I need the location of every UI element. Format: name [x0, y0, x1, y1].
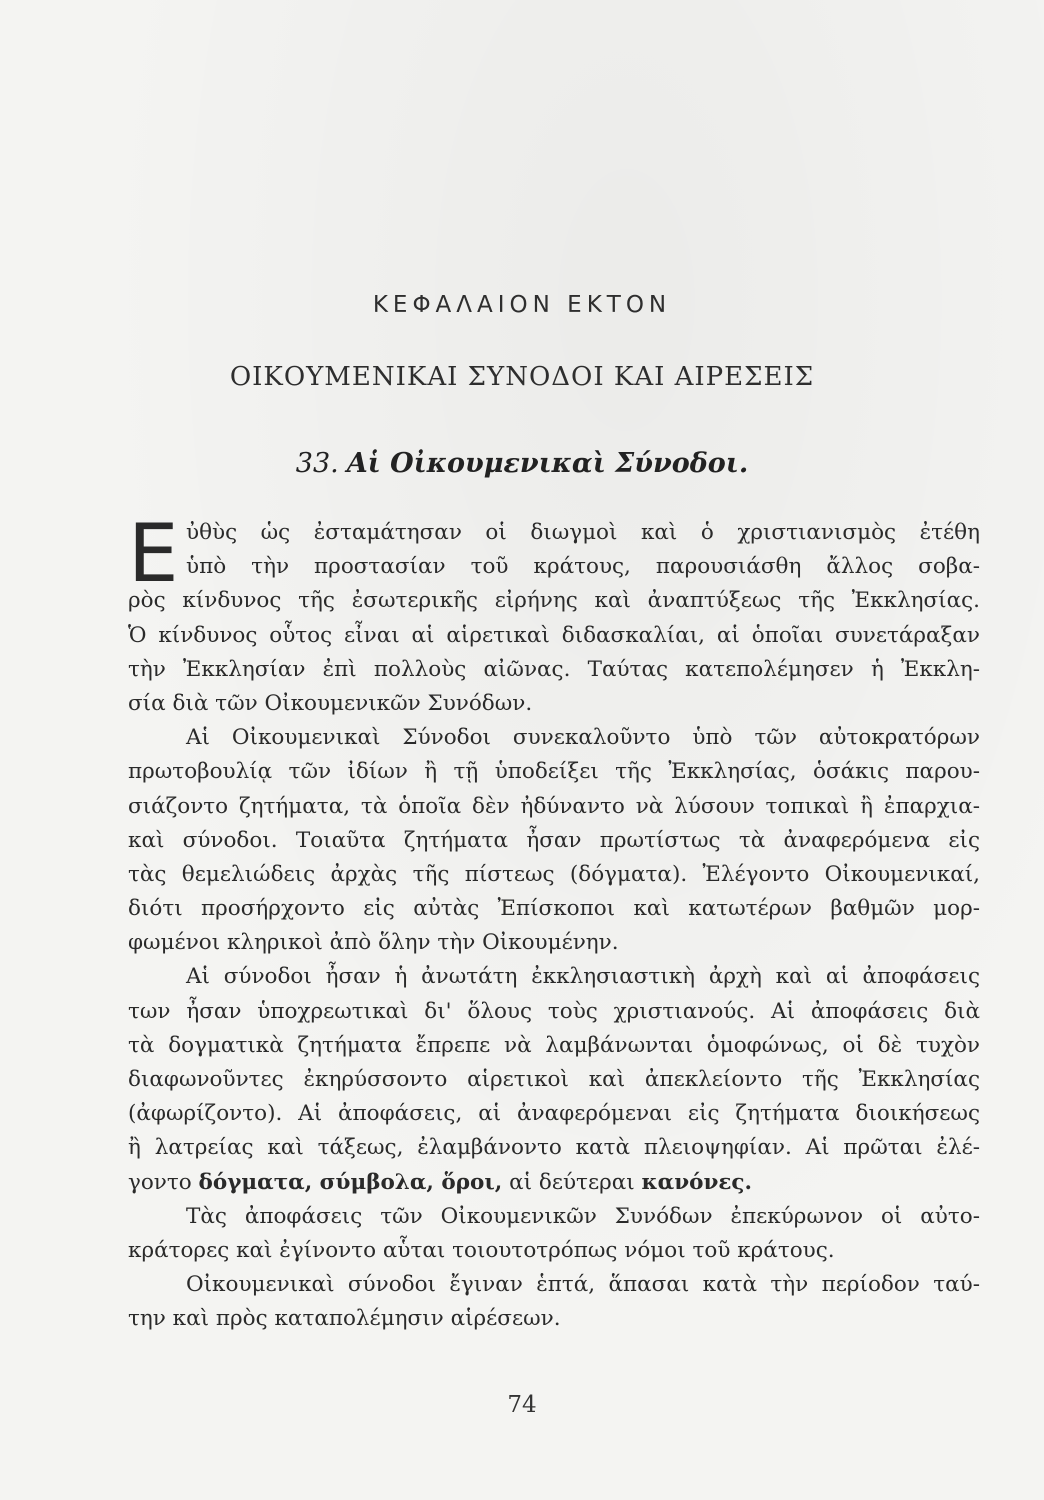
body-text	[128, 507, 980, 1337]
bold-term-canons: κανόνες.	[641, 1169, 753, 1195]
chapter-title: ΟΙΚΟΥΜΕΝΙΚΑΙ ΣΥΝΟΔΟΙ ΚΑΙ ΑΙΡΕΣΕΙΣ	[229, 362, 815, 392]
text-line: (ἀφωρίζοντο). Αἱ ἀποφάσεις, αἱ ἀναφερόμεναι εἰς ζητήματα διοικήσεως	[128, 1101, 980, 1127]
text-line: διαφωνοῦντες ἐκηρύσσοντο αἱρετικοὶ καὶ ἀπεκλείοντο τῆς Ἐκκλησίας	[128, 1067, 980, 1092]
page-number: 74	[507, 1392, 537, 1418]
text-line-bold-terms	[128, 1166, 980, 1200]
text-line: των ἦσαν ὑποχρεωτικαὶ δι' ὅλους τοὺς χριστιανούς. Αἱ ἀποφάσεις διὰ	[128, 998, 980, 1024]
text-line: σιάζοντο ζητήματα, τὰ ὁποῖα δὲν ἠδύναντο νὰ λύσουν τοπικαὶ ἢ ἐπαρχια-	[128, 793, 980, 819]
text-line: τὰ δογματικὰ ζητήματα ἔπρεπε νὰ λαμβάνωνται ὁμοφώνως, οἱ δὲ τυχὸν	[128, 1032, 980, 1058]
text-line: τὰς θεμελιώδεις ἀρχὰς τῆς πίστεως (δόγματα). Ἐλέγοντο Οἰκουμενικαί,	[128, 861, 980, 887]
text-line: τὴν Ἐκκλησίαν ἐπὶ πολλοὺς αἰῶνας. Ταύτας κατεπολέμησεν ἡ Ἐκκλη-	[128, 656, 980, 682]
text-segment: αἱ δεύτεραι	[509, 1169, 635, 1195]
text-line: Τὰς ἀποφάσεις τῶν Οἰκουμενικῶν Συνόδων ἐπεκύρωνον οἱ αὐτο-	[186, 1203, 980, 1229]
bold-terms: δόγματα, σύμβολα, ὅροι,	[198, 1169, 503, 1195]
text-line: την καὶ πρὸς καταπολέμησιν αἱρέσεων.	[128, 1306, 561, 1332]
text-line: πρωτοβουλίᾳ τῶν ἰδίων ἢ τῇ ὑποδείξει τῆς Ἐκκλησίας, ὁσάκις παρου-	[128, 759, 980, 785]
section-number: 33.	[295, 448, 339, 479]
text-line: ἢ λατρείας καὶ τάξεως, ἐλαμβάνοντο κατὰ πλειοψηφίαν. Αἱ πρῶται ἐλέ-	[128, 1135, 980, 1161]
text-line: Αἱ Οἰκουμενικαὶ Σύνοδοι συνεκαλοῦντο ὑπὸ τῶν αὐτοκρατόρων	[186, 725, 980, 751]
text-line: φωμένοι κληρικοὶ ἀπὸ ὅλην τὴν Οἰκουμένην.	[128, 930, 619, 956]
text-line: Ὁ κίνδυνος οὗτος εἶναι αἱ αἱρετικαὶ διδασκαλίαι, αἱ ὁποῖαι συνετάραξαν	[128, 622, 980, 648]
section-heading	[0, 448, 1044, 479]
text-line: διότι προσήρχοντο εἰς αὐτὰς Ἐπίσκοποι καὶ κατωτέρων βαθμῶν μορ-	[128, 896, 980, 922]
drop-cap: Ε	[128, 507, 179, 600]
text-line: σία διὰ τῶν Οἰκουμενικῶν Συνόδων.	[128, 690, 533, 716]
text-line: ὑπὸ τὴν προστασίαν τοῦ κράτους, παρουσιάσθη ἄλλος σοβα-	[186, 554, 980, 580]
text-line: Αἱ σύνοδοι ἦσαν ἡ ἀνωτάτη ἐκκλησιαστικὴ ἀρχὴ καὶ αἱ ἀποφάσεις	[186, 964, 980, 990]
text-line: Οἰκουμενικαὶ σύνοδοι ἔγιναν ἑπτά, ἅπασαι κατὰ τὴν περίοδον ταύ-	[186, 1272, 980, 1298]
text-line: ρὸς κίνδυνος τῆς ἐσωτερικῆς εἰρήνης καὶ ἀναπτύξεως τῆς Ἐκκλησίας.	[128, 588, 980, 614]
text-line: ὐθὺς ὡς ἐσταμάτησαν οἱ διωγμοὶ καὶ ὁ χριστιανισμὸς ἐτέθη	[186, 520, 980, 545]
text-segment: γοντο	[128, 1169, 192, 1195]
text-line: καὶ σύνοδοι. Τοιαῦτα ζητήματα ἦσαν πρωτίστως τὰ ἀναφερόμενα εἰς	[128, 827, 980, 853]
section-title: Αἱ Οἰκουμενικαὶ Σύνοδοι.	[346, 448, 749, 479]
chapter-label: ΚΕΦΑΛΑΙΟΝ ΕΚΤΟΝ	[372, 292, 672, 318]
text-line: κράτορες καὶ ἐγίνοντο αὗται τοιουτοτρόπως νόμοι τοῦ κράτους.	[128, 1237, 835, 1263]
